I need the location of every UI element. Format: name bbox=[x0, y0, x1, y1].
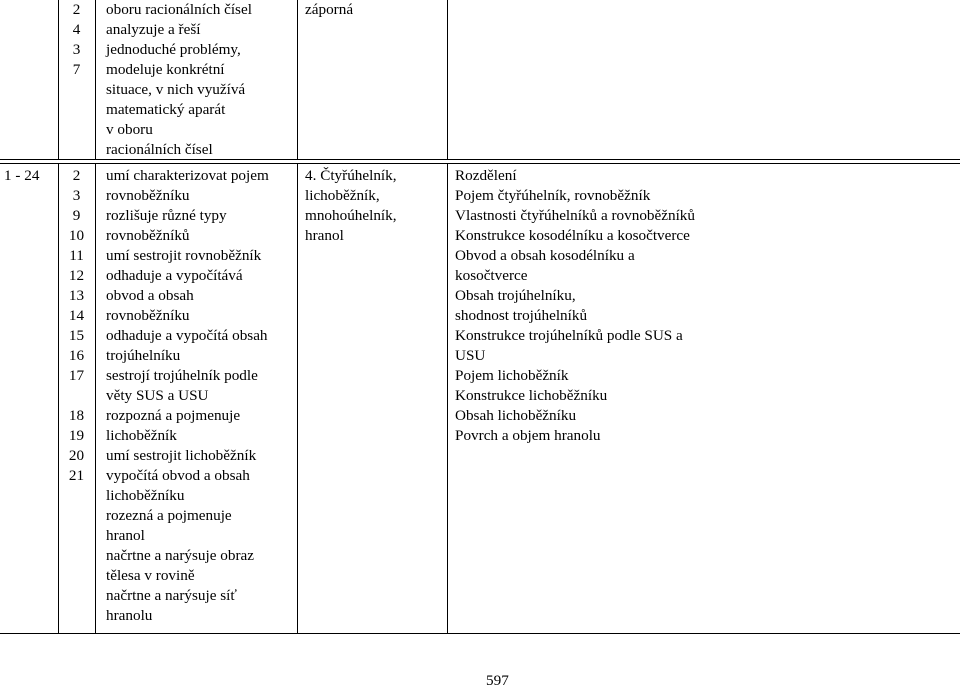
section-divider bbox=[0, 163, 960, 164]
grid-line bbox=[297, 0, 298, 159]
hours-cell bbox=[58, 386, 95, 406]
grid-line bbox=[297, 163, 298, 633]
competence-text: umí charakterizovat pojem bbox=[106, 167, 269, 184]
hours-cell: 16 bbox=[68, 347, 85, 364]
hours-cell: 18 bbox=[68, 407, 85, 424]
competence-text: rovnoběžníků bbox=[106, 227, 190, 244]
page-number: 597 bbox=[486, 672, 509, 689]
content-line: Povrch a objem hranolu bbox=[455, 427, 601, 444]
grid-line bbox=[447, 163, 448, 633]
competence-text: načrtne a narýsuje obraz bbox=[106, 547, 254, 564]
competence-text: lichoběžník bbox=[106, 427, 177, 444]
week-label: 1 - 24 bbox=[4, 167, 40, 184]
topic-line: mnohoúhelník, bbox=[305, 207, 397, 224]
hours-cell: 3 bbox=[72, 41, 81, 58]
grid-line bbox=[95, 163, 96, 633]
hours-cell: 9 bbox=[72, 207, 81, 224]
competence-text: rozezná a pojmenuje bbox=[106, 507, 232, 524]
competence-text: jednoduché problémy, bbox=[106, 41, 241, 58]
content-line: Obsah lichoběžníku bbox=[455, 407, 577, 424]
competence-text: rovnoběžníku bbox=[106, 307, 190, 324]
hours-cell: 2 bbox=[72, 1, 81, 18]
content-line: USU bbox=[455, 347, 486, 364]
hours-cell: 15 bbox=[68, 327, 85, 344]
hours-cell: 3 bbox=[72, 187, 81, 204]
competence-text: odhaduje a vypočítá obsah bbox=[106, 327, 268, 344]
competence-text: rozpozná a pojmenuje bbox=[106, 407, 241, 424]
hours-cell: 13 bbox=[68, 287, 85, 304]
competence-text: umí sestrojit rovnoběžník bbox=[106, 247, 262, 264]
competence-text: umí sestrojit lichoběžník bbox=[106, 447, 257, 464]
competence-text: matematický aparát bbox=[106, 101, 226, 118]
hours-cell: 14 bbox=[68, 307, 85, 324]
competence-text: analyzuje a řeší bbox=[106, 21, 201, 38]
competence-text: situace, v nich využívá bbox=[106, 81, 246, 98]
competence-text: modeluje konkrétní bbox=[106, 61, 225, 78]
top-competence-column bbox=[106, 0, 252, 160]
hours-cell: 12 bbox=[68, 267, 85, 284]
hours-cell: 10 bbox=[68, 227, 85, 244]
hours-cell: 19 bbox=[68, 427, 85, 444]
content-column bbox=[455, 166, 695, 446]
competence-text: obvod a obsah bbox=[106, 287, 194, 304]
hours-cell: 11 bbox=[69, 247, 84, 264]
hours-cell: 21 bbox=[68, 467, 85, 484]
competence-text: trojúhelníku bbox=[106, 347, 181, 364]
competence-text: sestrojí trojúhelník podle bbox=[106, 367, 258, 384]
content-line: Rozdělení bbox=[455, 167, 517, 184]
main-hours-column bbox=[58, 166, 95, 486]
content-line: kosočtverce bbox=[455, 267, 528, 284]
main-competence-column bbox=[106, 166, 269, 626]
competence-text: rozlišuje různé typy bbox=[106, 207, 227, 224]
content-line: Konstrukce lichoběžníku bbox=[455, 387, 608, 404]
top-hours-column bbox=[58, 0, 95, 80]
grid-line bbox=[95, 0, 96, 159]
competence-text: lichoběžníku bbox=[106, 487, 185, 504]
grid-line bbox=[447, 0, 448, 159]
hours-cell: 20 bbox=[68, 447, 85, 464]
hours-cell: 2 bbox=[72, 167, 81, 184]
competence-text: racionálních čísel bbox=[106, 141, 213, 158]
competence-text: hranol bbox=[106, 527, 145, 544]
competence-text: v oboru bbox=[106, 121, 153, 138]
hours-cell: 17 bbox=[68, 367, 85, 384]
content-line: Konstrukce kosodélníku a kosočtverce bbox=[455, 227, 690, 244]
competence-text: oboru racionálních čísel bbox=[106, 1, 252, 18]
topic-line: 4. Čtyřúhelník, bbox=[305, 167, 397, 184]
content-line: Vlastnosti čtyřúhelníků a rovnoběžníků bbox=[455, 207, 695, 224]
content-line: Pojem lichoběžník bbox=[455, 367, 569, 384]
topic-column bbox=[305, 166, 397, 246]
topic-line: lichoběžník, bbox=[305, 187, 380, 204]
competence-text: rovnoběžníku bbox=[106, 187, 190, 204]
content-line: Obvod a obsah kosodélníku a bbox=[455, 247, 635, 264]
competence-text: načrtne a narýsuje síť bbox=[106, 587, 237, 604]
competence-text: tělesa v rovině bbox=[106, 567, 195, 584]
competence-text: hranolu bbox=[106, 607, 153, 624]
content-line: Konstrukce trojúhelníků podle SUS a bbox=[455, 327, 683, 344]
hours-cell: 4 bbox=[72, 21, 81, 38]
content-line: Obsah trojúhelníku, bbox=[455, 287, 576, 304]
competence-text: vypočítá obvod a obsah bbox=[106, 467, 250, 484]
content-line: shodnost trojúhelníků bbox=[455, 307, 588, 324]
topic-text: záporná bbox=[305, 1, 354, 18]
content-line: Pojem čtyřúhelník, rovnoběžník bbox=[455, 187, 651, 204]
competence-text: odhaduje a vypočítává bbox=[106, 267, 243, 284]
competence-text: věty SUS a USU bbox=[106, 387, 209, 404]
topic-line: hranol bbox=[305, 227, 344, 244]
hours-cell: 7 bbox=[72, 61, 81, 78]
table-bottom-border bbox=[0, 633, 960, 634]
